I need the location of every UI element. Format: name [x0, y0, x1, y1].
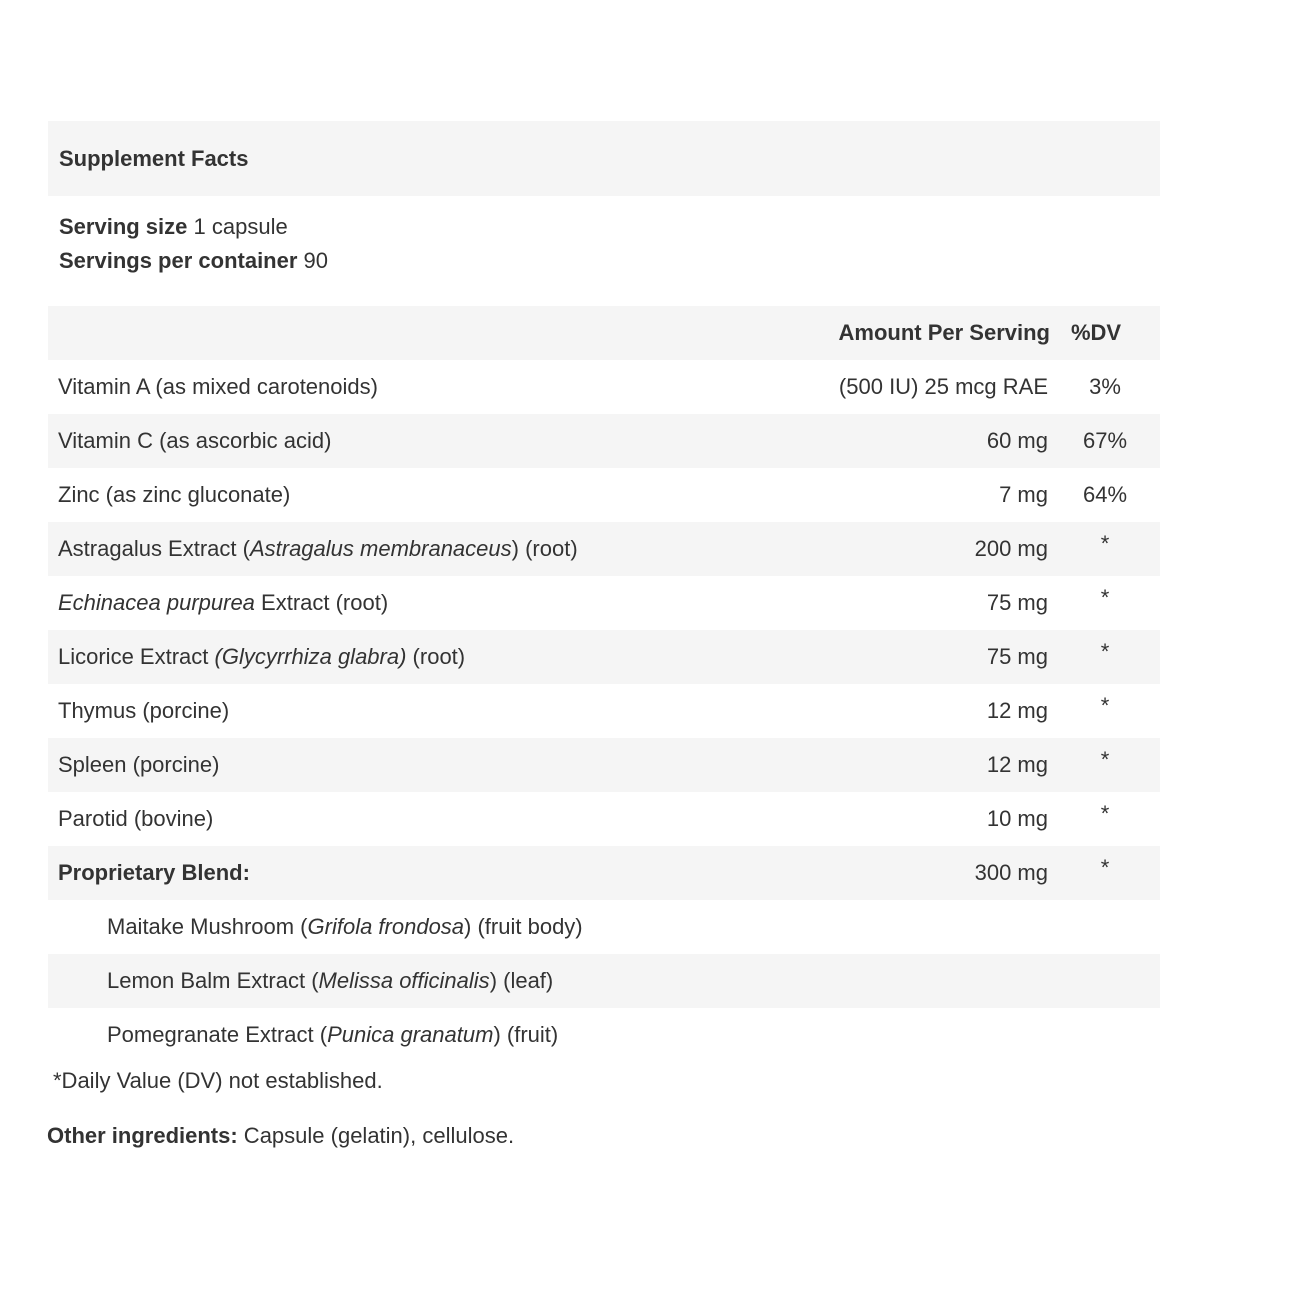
dv-header: %DV: [1070, 320, 1122, 345]
table-row: [48, 360, 1160, 414]
table-row: [48, 738, 1160, 792]
ingredient-name: Zinc (as zinc gluconate): [58, 482, 291, 507]
table-row: [48, 1008, 1160, 1062]
ingredient-name: Vitamin A (as mixed carotenoids): [58, 374, 378, 399]
ingredient-name: Proprietary Blend:: [58, 860, 250, 885]
ingredient-dv: *: [1100, 585, 1110, 610]
ingredient-name: Licorice Extract (Glycyrrhiza glabra) (root): [58, 644, 466, 669]
footnote: *Daily Value (DV) not established.: [53, 1068, 383, 1093]
ingredient-name: Vitamin C (as ascorbic acid): [58, 428, 332, 453]
ingredient-name: Spleen (porcine): [58, 752, 220, 777]
ingredient-amount: 12 mg: [986, 752, 1048, 777]
table-header: [48, 306, 1160, 360]
ingredient-dv: 64%: [1082, 482, 1128, 507]
ingredient-amount: 75 mg: [986, 644, 1048, 669]
ingredient-amount: 12 mg: [986, 698, 1048, 723]
servings-per-container: Servings per container 90: [59, 248, 329, 273]
table-row: [48, 576, 1160, 630]
ingredient-name: Pomegranate Extract (Punica granatum) (fruit): [107, 1022, 559, 1047]
ingredient-dv: *: [1100, 801, 1110, 826]
supplement-facts-panel: [48, 121, 1160, 1062]
ingredient-amount: 75 mg: [986, 590, 1048, 615]
ingredient-dv: 67%: [1082, 428, 1128, 453]
table-row: [48, 792, 1160, 846]
ingredient-name: Maitake Mushroom (Grifola frondosa) (fruit body): [107, 914, 583, 939]
ingredient-amount: 60 mg: [986, 428, 1048, 453]
ingredient-amount: 300 mg: [974, 860, 1048, 885]
table-row: [48, 630, 1160, 684]
ingredient-dv: *: [1100, 639, 1110, 664]
ingredient-dv: *: [1100, 855, 1110, 880]
panel-title: Supplement Facts: [48, 121, 1160, 196]
ingredient-dv: 3%: [1089, 374, 1121, 399]
table-row: [48, 522, 1160, 576]
table-row: [48, 684, 1160, 738]
ingredient-name: Echinacea purpurea Extract (root): [58, 590, 389, 615]
ingredient-dv: *: [1100, 693, 1110, 718]
nutrient-table: [48, 306, 1160, 1062]
amount-header: Amount Per Serving: [838, 320, 1050, 345]
ingredient-name: Parotid (bovine): [58, 806, 214, 831]
serving-size: Serving size 1 capsule: [59, 214, 288, 239]
other-ingredients: Other ingredients: Capsule (gelatin), cellulose.: [47, 1123, 515, 1148]
serving-info: [48, 196, 1160, 306]
ingredient-amount: 10 mg: [986, 806, 1048, 831]
table-row: [48, 468, 1160, 522]
ingredient-name: Lemon Balm Extract (Melissa officinalis) (leaf): [107, 968, 554, 993]
table-row: [48, 846, 1160, 900]
ingredient-amount: 7 mg: [999, 482, 1048, 507]
ingredient-dv: *: [1100, 747, 1110, 772]
ingredient-name: Astragalus Extract (Astragalus membranaceus) (root): [58, 536, 578, 561]
ingredient-dv: *: [1100, 531, 1110, 556]
table-row: [48, 954, 1160, 1008]
ingredient-name: Thymus (porcine): [58, 698, 230, 723]
table-row: [48, 414, 1160, 468]
ingredient-amount: 200 mg: [974, 536, 1048, 561]
table-row: [48, 900, 1160, 954]
ingredient-amount: (500 IU) 25 mcg RAE: [838, 374, 1048, 399]
